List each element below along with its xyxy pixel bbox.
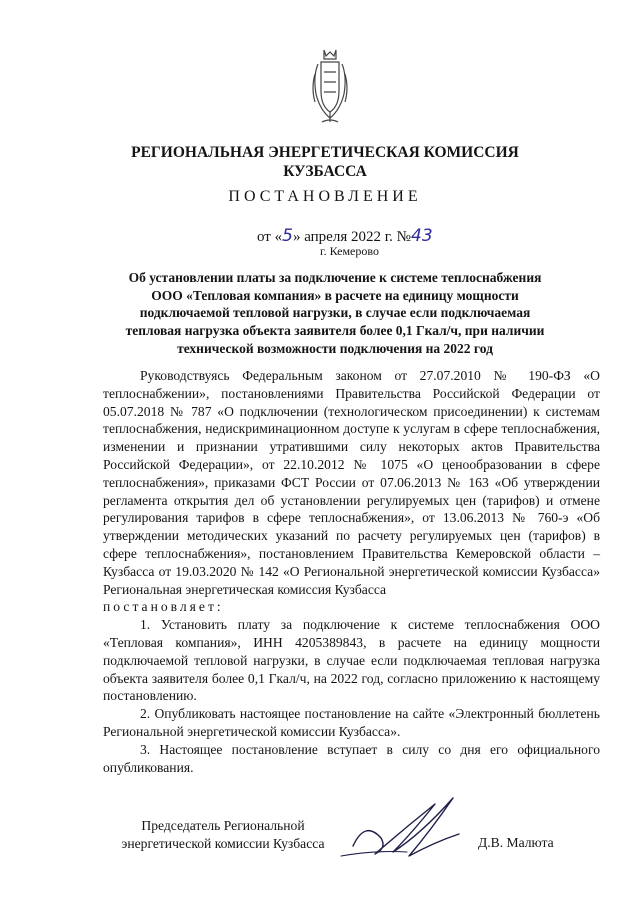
item-paragraph: 2. Опубликовать настоящее постановление на сайте «Электронный бюллетень Региональной энергетической комиссии Кузбасса».	[103, 706, 600, 739]
item-paragraph: 1. Установить плату за подключение к системе теплоснабжения ООО «Тепловая компания», ИНН 4205389843, в расчете на единицу мощности подключаемой тепловой нагрузки, в случае если подключаемая тепловая нагрузка объекта заявителя более 0,1 Гкал/ч, на 2022 год, согласно приложению к настоящему постановлению.	[103, 617, 600, 704]
title-line: Об установлении платы за подключение к системе теплоснабжения	[128, 270, 542, 285]
title-line: подключаемой тепловой нагрузки, в случае если подключаемая	[139, 305, 531, 321]
org-name-line-2: КУЗБАССА	[283, 163, 367, 180]
day-handwritten: 5	[282, 226, 293, 246]
org-name-line-1: РЕГИОНАЛЬНАЯ ЭНЕРГЕТИЧЕСКАЯ КОМИССИЯ	[131, 144, 519, 161]
signatory-title-line: энергетической комиссии Кузбасса	[121, 836, 325, 851]
signatory-title-line: Председатель Региональной	[141, 818, 305, 833]
title-line: ООО «Тепловая компания» в расчете на единицу мощности	[151, 287, 519, 303]
number-handwritten: 43	[411, 226, 433, 246]
document-title	[110, 269, 560, 358]
handwritten-signature	[335, 790, 465, 870]
title-line: технической возможности подключения на 2022 год	[177, 340, 493, 356]
document-type: ПОСТАНОВЛЕНИЕ	[228, 188, 422, 205]
city: г. Кемерово	[320, 244, 379, 258]
date-middle: » апреля 2022 г. №	[292, 229, 411, 245]
decree-word: постановляет:	[103, 599, 224, 615]
signer-name: Д.В. Малюта	[478, 835, 554, 850]
date-number-line	[257, 226, 433, 246]
item-paragraph: 3. Настоящее постановление вступает в силу со дня его официального опубликования.	[103, 741, 600, 775]
document-body	[103, 367, 600, 776]
coat-of-arms-icon	[310, 46, 350, 126]
preamble-paragraph: Руководствуясь Федеральным законом от 27.07.2010 № 190-ФЗ «О теплоснабжении», постановлениями Правительства Российской Федерации от 05.07.2018 № 787 «О подключении (технологическом присоединении) к системам теплоснабжения, недискриминационном доступе к услугам в сфере теплоснабжения, изменении и признании утратившими силу некоторых актов Правительства Российской Федерации», от 22.10.2012 № 1075 «О ценообразовании в сфере теплоснабжения», приказами ФСТ России от 07.06.2013 № 163 «Об утверждении регламента открытия дел об установлении регулируемых цен (тарифов) и отмене регулирования тарифов в сфере теплоснабжения», от 13.06.2013 № 760-э «Об утверждении методических указаний по расчету регулируемых цен (тарифов) в сфере теплоснабжения», постановлением Правительства Кемеровской области – Кузбасса от 19.03.2020 № 142 «О Региональной энергетической комиссии Кузбасса» Региональная энергетическая комиссия Кузбасса	[103, 368, 600, 597]
date-prefix: от «	[257, 229, 283, 245]
title-line: тепловая нагрузка объекта заявителя более 0,1 Гкал/ч, при наличии	[125, 323, 545, 339]
signatory-title	[103, 817, 343, 853]
